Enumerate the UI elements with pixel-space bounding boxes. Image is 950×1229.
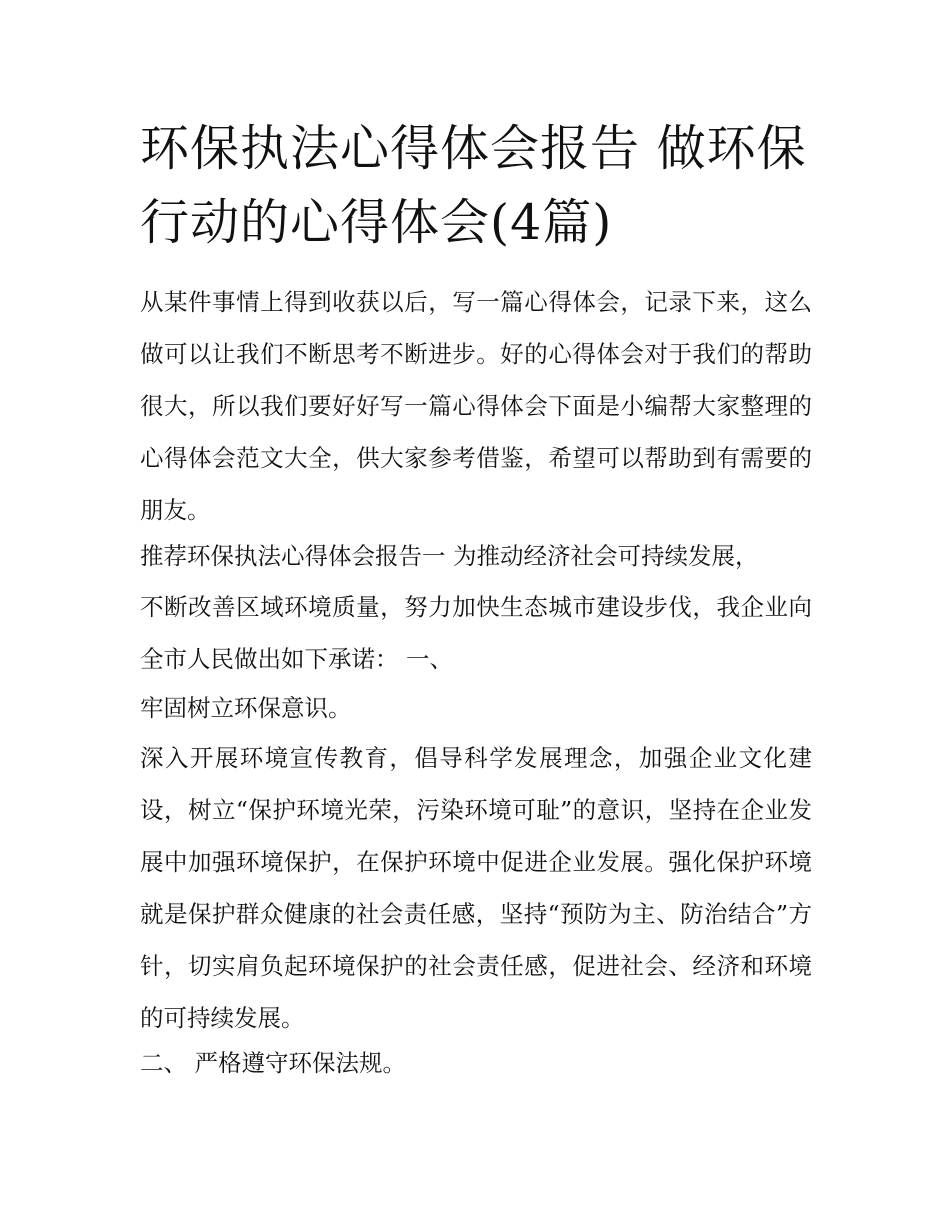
report-one-heading: 推荐环保执法心得体会报告一 为推动经济社会可持续发展， xyxy=(140,542,759,570)
section-two-heading: 二、 严格遵守环保法规。 xyxy=(140,1049,406,1077)
document-title: 环保执法心得体会报告 做环保行动的心得体会(4篇) xyxy=(140,120,807,251)
section-one-heading: 牢固树立环保意识。 xyxy=(140,694,352,722)
intro-paragraph: 从某件事情上得到收获以后，写一篇心得体会，记录下来，这么做可以让我们不断思考不断进步。好的心得体会对于我们的帮助很大，所以我们要好好写一篇心得体会下面是小编帮大家整理的心得体会范文大全，供大家参考借鉴，希望可以帮助到有需要的朋友。 xyxy=(140,288,812,524)
commitment-paragraph: 不断改善区域环境质量，努力加快生态城市建设步伐，我企业向全市人民做出如下承诺： 一、 xyxy=(140,593,812,673)
section-one-body: 深入开展环境宣传教育，倡导科学发展理念，加强企业文化建设，树立“保护环境光荣，污染环境可耻”的意识，坚持在企业发展中加强环境保护，在保护环境中促进企业发展。强化保护环境就是保护群众健康的社会责任感，坚持“预防为主、防治结合”方针，切实肩负起环境保护的社会责任感，促进社会、经济和环境的可持续发展。 xyxy=(140,744,812,1032)
